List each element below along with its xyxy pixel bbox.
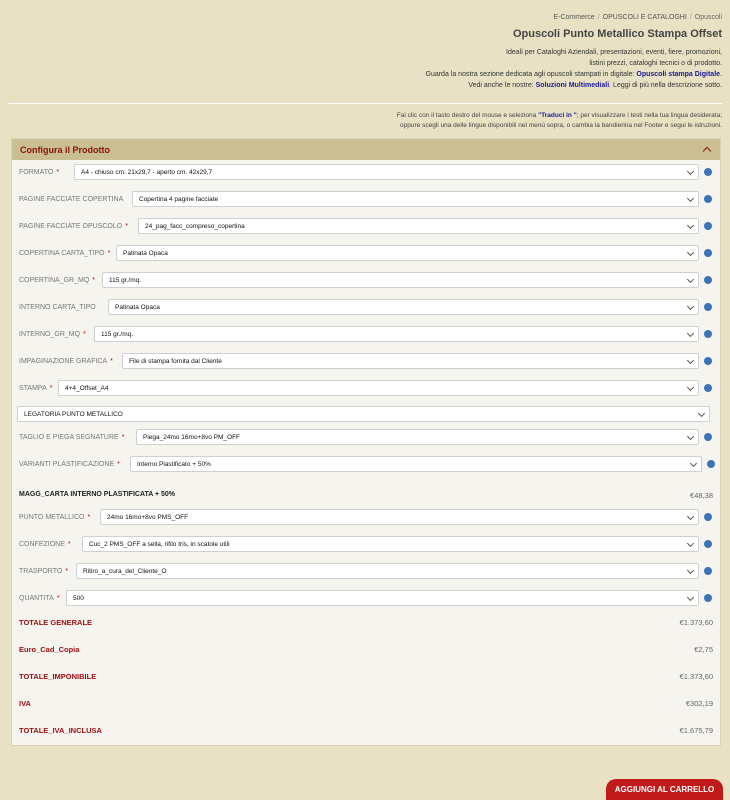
required-marker: * (107, 249, 111, 257)
option-label-text: INTERNO_GR_MQ (19, 330, 81, 338)
pagine-copertina-select[interactable] (132, 191, 699, 207)
breadcrumb-item-current: Opuscoli (694, 14, 722, 21)
required-marker: * (92, 276, 96, 284)
breadcrumb (553, 14, 722, 21)
option-label (19, 353, 113, 369)
option-row-interno-carta (12, 299, 720, 315)
chevron-down-icon (687, 303, 694, 310)
info-icon[interactable] (704, 433, 712, 441)
select-value: Patinata Opaca (123, 249, 168, 257)
info-icon[interactable] (704, 594, 712, 602)
configurator-header[interactable] (12, 139, 720, 160)
option-label-text: FORMATO (19, 168, 54, 176)
required-marker: * (110, 357, 113, 365)
interno-gr-select[interactable] (94, 326, 699, 342)
option-label (19, 299, 96, 315)
required-marker: * (49, 384, 53, 392)
required-marker: * (87, 513, 91, 521)
option-row-stampa (12, 380, 720, 396)
required-marker: * (65, 567, 69, 575)
chevron-down-icon (687, 330, 694, 337)
option-row-pagine-copertina (12, 191, 720, 207)
info-icon[interactable] (704, 330, 712, 338)
quantita-select[interactable] (66, 590, 699, 606)
info-icon[interactable] (704, 222, 712, 230)
plastificazione-select[interactable] (130, 456, 702, 472)
required-marker: * (121, 433, 125, 441)
legatoria-select[interactable] (17, 406, 710, 422)
translate-note-text: ; per visualizzare i testi nella tua lingua desiderata; (576, 112, 722, 119)
info-icon[interactable] (704, 168, 712, 176)
option-label (19, 164, 59, 180)
select-value: Interno Plastificato + 50% (137, 460, 211, 468)
select-value: 500 (73, 594, 84, 602)
breadcrumb-item-ecommerce[interactable]: E-Commerce (553, 14, 595, 21)
chevron-down-icon (687, 222, 694, 229)
required-marker: * (56, 168, 60, 176)
chevron-down-icon (690, 460, 697, 467)
option-label (19, 380, 52, 396)
description-line (342, 69, 722, 80)
option-row-interno-gr (12, 326, 720, 342)
option-label (19, 563, 68, 579)
total-label: TOTALE_IVA_INCLUSA (19, 726, 102, 735)
description-text: . (720, 71, 722, 78)
description-text: . Leggi di più nella descrizione sotto. (609, 82, 722, 89)
required-marker: * (117, 460, 120, 468)
translate-note (262, 111, 722, 131)
required-marker: * (56, 594, 60, 602)
option-label-text: VARIANTI PLASTIFICAZIONE (19, 460, 115, 468)
info-icon[interactable] (704, 540, 712, 548)
total-row-generale (12, 618, 720, 630)
option-row-pagine-opuscolo (12, 218, 720, 234)
description-text: Vedi anche le nostre: (468, 82, 536, 89)
taglio-piega-select[interactable] (136, 429, 699, 445)
option-label (19, 272, 95, 288)
option-row-plastificazione (12, 456, 720, 472)
description-line: listini prezzi, cataloghi tecnici o di prodotto. (589, 60, 722, 67)
select-value: 24_pag_facc_compreso_copertina (145, 222, 245, 230)
chevron-down-icon (687, 540, 694, 547)
description-text: Guarda la nostra sezione dedicata agli opuscoli stampati in digitale: (425, 71, 637, 78)
required-marker: * (67, 540, 71, 548)
total-value: €1.675,79 (679, 726, 713, 735)
surcharge-label: MAGG_CARTA INTERNO PLASTIFICATA + 50% (19, 491, 176, 498)
translate-note-line (262, 111, 722, 121)
pagine-opuscolo-select[interactable] (138, 218, 699, 234)
option-row-trasporto (12, 563, 720, 579)
divider (8, 103, 722, 104)
option-label-text: QUANTITA (19, 594, 54, 602)
select-value: LEGATORIA PUNTO METALLICO (24, 410, 123, 418)
surcharge-line (12, 491, 720, 503)
info-icon[interactable] (704, 195, 712, 203)
copertina-gr-select[interactable] (102, 272, 699, 288)
option-row-quantita (12, 590, 720, 606)
translate-link[interactable]: "Traduci in " (538, 112, 577, 119)
select-value: Ritiro_a_cura_del_Cliente_O (83, 567, 167, 575)
chevron-down-icon (687, 195, 694, 202)
copertina-carta-select[interactable] (116, 245, 699, 261)
option-label (19, 191, 123, 207)
option-label-text: INTERNO CARTA_TIPO (19, 303, 96, 311)
impaginazione-select[interactable] (122, 353, 699, 369)
description-line (342, 80, 722, 91)
total-label: TOTALE_IMPONIBILE (19, 672, 97, 681)
info-icon[interactable] (704, 249, 712, 257)
page-title: Opuscoli Punto Metallico Stampa Offset (512, 28, 722, 40)
product-description (342, 47, 722, 91)
add-to-cart-button[interactable]: AGGIUNGI AL CARRELLO (606, 779, 723, 800)
select-value: Piega_24mo 16mo+8vo PM_OFF (143, 433, 241, 441)
option-label (19, 509, 90, 525)
option-row-copertina-carta (12, 245, 720, 261)
info-icon[interactable] (704, 567, 712, 575)
option-label-text: PUNTO METALLICO (19, 513, 85, 521)
option-row-copertina-gr (12, 272, 720, 288)
option-label-text: PAGINE FACCIATE COPERTINA (19, 195, 124, 203)
option-label (19, 590, 60, 606)
configurator-title: Configura il Prodotto (20, 144, 110, 155)
option-label-text: STAMPA (19, 384, 47, 392)
option-row-taglio-piega (12, 429, 720, 445)
info-icon[interactable] (704, 357, 712, 365)
chevron-down-icon (687, 433, 694, 440)
chevron-down-icon (687, 567, 694, 574)
option-label (19, 429, 124, 445)
total-label: Euro_Cad_Copia (19, 645, 80, 654)
chevron-down-icon (687, 168, 694, 175)
chevron-down-icon (687, 357, 694, 364)
total-value: €302,19 (685, 699, 713, 708)
chevron-down-icon (687, 384, 694, 391)
option-label (19, 218, 128, 234)
info-icon[interactable] (704, 513, 712, 521)
select-value: 4+4_Offset_A4 (65, 384, 109, 392)
info-icon[interactable] (704, 384, 712, 392)
select-value: File di stampa fornita dal Cliente (129, 357, 222, 365)
option-row-legatoria (12, 406, 720, 422)
total-row-iva-inclusa (12, 726, 720, 738)
total-row-iva (12, 699, 720, 711)
select-value: Patinata Opaca (115, 303, 160, 311)
info-icon[interactable] (704, 303, 712, 311)
punto-metallico-select[interactable] (100, 509, 699, 525)
surcharge-value: €48,38 (690, 491, 713, 500)
option-label (19, 536, 71, 552)
option-label-text: CONFEZIONE (19, 540, 65, 548)
select-value: 115 gr./mq. (109, 276, 142, 284)
total-value: €1.373,60 (679, 618, 713, 627)
breadcrumb-separator: / (689, 14, 692, 21)
option-row-formato (12, 164, 720, 180)
required-marker: * (125, 222, 128, 230)
stampa-select[interactable] (58, 380, 699, 396)
chevron-down-icon (687, 249, 694, 256)
option-label-text: COPERTINA_GR_MQ (19, 276, 90, 284)
formato-select[interactable] (74, 164, 699, 180)
multimedia-solutions-link[interactable]: Soluzioni Multimediali (535, 82, 610, 89)
chevron-down-icon (698, 410, 705, 417)
total-value: €2,75 (694, 645, 713, 654)
option-row-impaginazione (12, 353, 720, 369)
info-icon[interactable] (704, 276, 712, 284)
trasporto-select[interactable] (76, 563, 699, 579)
translate-note-line: oppure scegli una delle lingue disponibili nel menù sopra, o cambia la bandierina nel Footer e segui le istruzioni. (400, 122, 722, 129)
required-marker: * (83, 330, 86, 338)
confezione-select[interactable] (82, 536, 699, 552)
description-line: Ideali per Cataloghi Aziendali, presentazioni, eventi, fiere, promozioni, (506, 49, 722, 56)
chevron-down-icon (687, 276, 694, 283)
breadcrumb-item-opuscoli-cataloghi[interactable]: OPUSCOLI E CATALOGHI (602, 14, 687, 21)
total-row-imponibile (12, 672, 720, 684)
total-label: TOTALE GENERALE (19, 618, 93, 627)
chevron-down-icon (687, 594, 694, 601)
option-label (19, 245, 110, 261)
info-icon[interactable] (707, 460, 715, 468)
total-label: IVA (19, 699, 31, 708)
option-label-text: COPERTINA CARTA_TIPO (19, 249, 105, 257)
option-label-text: IMPAGINAZIONE GRAFICA (19, 357, 108, 365)
option-row-confezione (12, 536, 720, 552)
option-label-text: TRASPORTO (19, 567, 63, 575)
chevron-up-icon[interactable] (702, 145, 712, 155)
option-label (19, 456, 120, 472)
select-value: Cuc_2 PMS_OFF a sella, rifilo tris, in scatole utili (89, 540, 230, 548)
select-value: A4 - chiuso cm. 21x29,7 - aperto cm. 42x29,7 (81, 168, 213, 176)
select-value: 115 gr./mq. (101, 330, 134, 338)
total-row-cad-copia (12, 645, 720, 657)
chevron-down-icon (687, 513, 694, 520)
digital-brochures-link[interactable]: Opuscoli stampa Digitale (636, 71, 721, 78)
option-row-punto-metallico (12, 509, 720, 525)
option-label (19, 326, 86, 342)
interno-carta-select[interactable] (108, 299, 699, 315)
translate-note-text: Fai clic con il tasto destro del mouse e seleziona (396, 112, 539, 119)
select-value: Copertina 4 pagine facciate (139, 195, 219, 203)
product-configurator (11, 138, 721, 746)
select-value: 24mo 16mo+8vo PMS_OFF (107, 513, 189, 521)
option-label-text: PAGINE FACCIATE OPUSCOLO (19, 222, 123, 230)
breadcrumb-separator: / (597, 14, 600, 21)
total-value: €1.373,60 (679, 672, 713, 681)
option-label-text: TAGLIO E PIEGA SEGNATURE (19, 433, 119, 441)
